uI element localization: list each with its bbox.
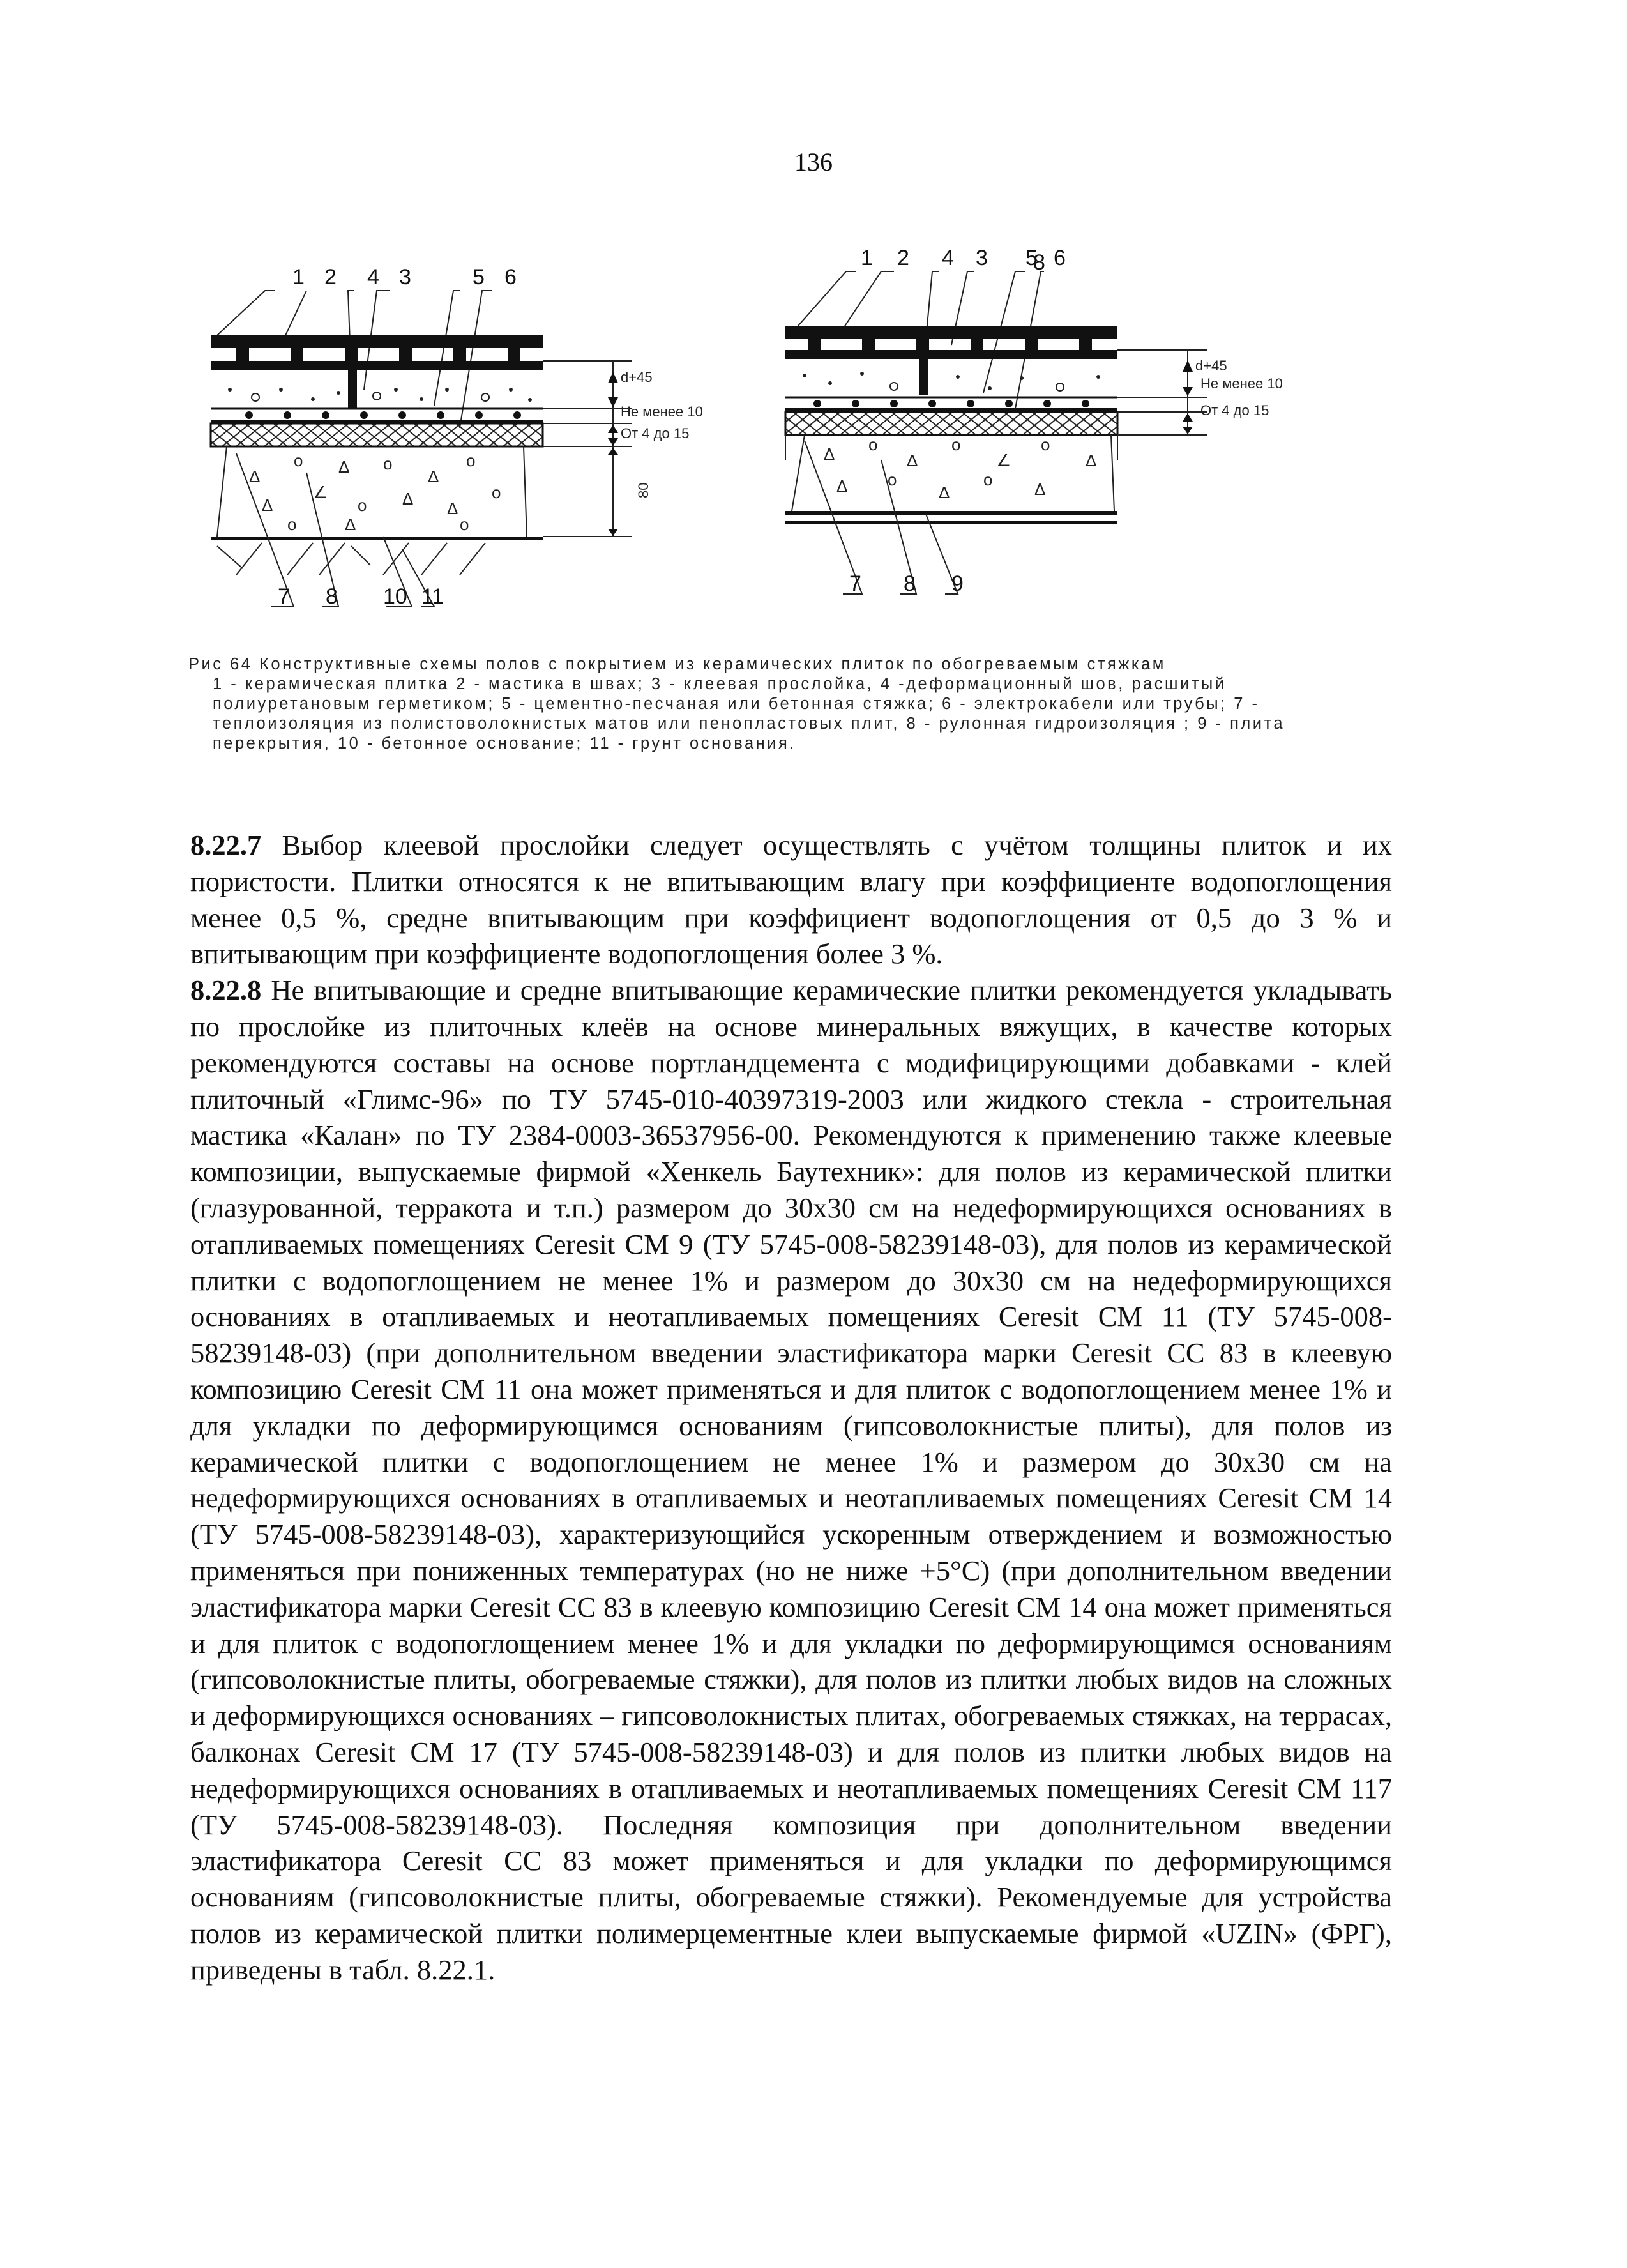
svg-text:Δ: Δ xyxy=(402,489,414,508)
caption-title: Рис 64 Конструктивные схемы полов с покрытием из керамических плиток по обогреваемым стяжкам xyxy=(188,655,1166,673)
svg-text:Δ: Δ xyxy=(447,499,458,518)
svg-text:Δ: Δ xyxy=(428,467,439,486)
svg-text:Δ: Δ xyxy=(262,496,273,515)
svg-text:o: o xyxy=(1041,435,1050,454)
svg-text:∠: ∠ xyxy=(996,451,1011,470)
right-label-2: 2 xyxy=(897,246,909,270)
right-label-5: 5 xyxy=(1025,246,1038,270)
left-label-4: 4 xyxy=(367,265,379,289)
page-number: 136 xyxy=(794,148,833,176)
svg-text:Δ: Δ xyxy=(907,451,918,470)
svg-text:o: o xyxy=(294,451,303,470)
paragraph-text: Не впитывающие и средне впитывающие керамические плитки рекомендуется укладывать по прослойке из плиточных клеёв на основе минеральных вяжущих, в качестве которых рекомендуются составы на основе портландцемента с модифицирующими добавками - клей плиточный «Глимс-96» по ТУ 5745-010-40397319-2003 или жидкого стекла - строительная мастика «Калан» по ТУ 2384-0003-36537956-00. Рекомендуются к применению также клеевые композиции, выпускаемые фирмой «Хенкель Баутехник»: для полов из керамической плитки (глазурованной, терракота и т.п.) размером до 30х30 см на недеформирующихся основаниях в отапливаемых помещениях Ceresit CM 9 (ТУ 5745-008-58239148-03), для полов из керамической плитки с водопоглощением не менее 1% и размером до 30х30 см на недеформирующихся основаниях в отапливаемых и неотапливаемых помещениях Ceresit CM 11 (ТУ 5745-008-58239148-03) (при дополнительном введении эластификатора марки Ceresit CC 83 в клеевую композицию Ceresit CM 11 она может применяться и для плиток с водопоглощением менее 1% и для укладки по деформирующимся основаниям (гипсоволокнистые плиты), для полов из керамической плитки с водопоглощением не менее 1% и размером до 30х30 см на недеформирующихся основаниях в отапливаемых и неотапливаемых помещениях Ceresit CM 14 (ТУ 5745-008-58239148-03), характеризующийся ускоренным отверждением и возможностью применяться при пониженных температурах (но не ниже +5°С) (при дополнительном введении эластификатора марки Ceresit CC 83 в клеевую композицию Ceresit CM 14 она может применяться и для плиток с водопоглощением менее 1% и для укладки по деформирующимся основаниям (гипсоволокнистые плиты, обогреваемые стяжки), для полов из плитки любых видов на сложных и деформирующихся основаниях – гипсоволокнистых плитах, обогреваемых стяжках, на террасах, балконах Ceresit CM 17 (ТУ 5745-008-58239148-03) и для полов из плитки любых видов на недеформирующихся основаниях в отапливаемых и неотапливаемых помещениях Ceresit CM 117 (ТУ 5745-008-58239148-03). Последняя композиция при дополнительном введении эластификатора Ceresit CC 83 может применяться и для укладки по деформирующимся основаниям (гипсоволокнистые плиты, обогреваемые стяжки). Рекомендуемые для устройства полов из керамической плитки полимерцементные клеи выпускаемые фирмой «UZIN» (ФРГ), приведены в табл. 8.22.1. xyxy=(190,974,1392,1986)
right-bottom-labels xyxy=(849,572,964,596)
right-label-9: 9 xyxy=(951,572,964,596)
right-dimension-labels xyxy=(1195,358,1283,418)
left-label-1: 1 xyxy=(292,265,305,289)
svg-text:Δ: Δ xyxy=(824,445,835,464)
svg-text:o: o xyxy=(287,515,297,534)
right-label-8: 8 xyxy=(904,572,916,596)
right-diagram xyxy=(785,271,1207,594)
right-label-7: 7 xyxy=(849,572,861,596)
svg-text:Δ: Δ xyxy=(939,483,950,502)
svg-text:o: o xyxy=(983,470,993,489)
section-number: 8.22.7 xyxy=(190,829,262,861)
left-label-7: 7 xyxy=(278,584,290,609)
right-dim-d45: d+45 xyxy=(1195,358,1227,374)
left-label-8: 8 xyxy=(326,584,338,609)
left-label-5: 5 xyxy=(473,265,485,289)
paragraph-text: Выбор клеевой прослойки следует осуществлять с учётом толщины плиток и их пористости. Плитки относятся к не впитывающим влагу при коэффициенте водопоглощения менее 0,5 %, средне впитывающим при коэффициент водопоглощения от 0,5 до 3 % и впитывающим при коэффициенте водопоглощения более 3 %. xyxy=(190,829,1392,970)
right-label-1: 1 xyxy=(861,246,873,270)
right-label-8-top: 8 xyxy=(1033,250,1045,275)
body-text xyxy=(190,827,1392,1988)
left-top-labels xyxy=(292,265,517,289)
left-dim-min10: Не менее 10 xyxy=(621,404,703,420)
left-dim-4to15: От 4 до 15 xyxy=(621,425,690,441)
right-dim-min10: Не менее 10 xyxy=(1200,376,1283,392)
svg-text:Δ: Δ xyxy=(1034,480,1046,499)
right-top-labels xyxy=(861,246,1066,275)
caption-legend: 1 - керамическая плитка 2 - мастика в швах; 3 - клеевая прослойка, 4 -деформационный шов, расшитый полиуретановым герметиком; 5 - цементно-песчаная или бетонная стяжка; 6 - электрокабели или трубы; 7 - теплоизоляция из полистоволокнистых матов или пенопластовых плит, 8 - рулонная гидроизоляция ; 9 - плита перекрытия, 10 - бетонное основание; 11 - грунт основания. xyxy=(213,675,1285,752)
floor-diagram xyxy=(192,230,1392,651)
right-dim-4to15: От 4 до 15 xyxy=(1200,402,1269,418)
right-label-4: 4 xyxy=(942,246,954,270)
svg-text:o: o xyxy=(888,470,897,489)
left-label-3: 3 xyxy=(399,265,411,289)
svg-text:Δ: Δ xyxy=(836,476,848,496)
svg-text:o: o xyxy=(868,435,878,454)
left-dim-d45: d+45 xyxy=(621,369,653,385)
svg-text:Δ: Δ xyxy=(345,515,356,534)
left-dimension-labels xyxy=(621,369,703,498)
svg-text:o: o xyxy=(951,435,961,454)
figure-floor-schemes xyxy=(192,230,1392,651)
svg-text:Δ: Δ xyxy=(338,457,350,476)
svg-text:o: o xyxy=(466,451,476,470)
svg-text:o: o xyxy=(358,496,367,515)
right-label-6: 6 xyxy=(1054,246,1066,270)
paragraph-8-22-8 xyxy=(190,972,1392,1988)
left-diagram xyxy=(211,291,632,607)
svg-text:∠: ∠ xyxy=(313,483,328,502)
left-label-6: 6 xyxy=(504,265,517,289)
svg-text:Δ: Δ xyxy=(1086,451,1097,470)
left-label-11: 11 xyxy=(421,584,444,609)
section-number: 8.22.8 xyxy=(190,974,262,1007)
svg-text:o: o xyxy=(492,483,501,502)
left-label-2: 2 xyxy=(324,265,337,289)
paragraph-8-22-7 xyxy=(190,827,1392,972)
figure-caption xyxy=(188,655,1306,754)
svg-text:o: o xyxy=(460,515,469,534)
right-label-3: 3 xyxy=(976,246,988,270)
left-dim-80: 80 xyxy=(635,482,651,498)
svg-text:Δ: Δ xyxy=(249,467,261,486)
left-bottom-labels xyxy=(278,584,444,609)
svg-text:o: o xyxy=(383,454,393,473)
left-label-10: 10 xyxy=(383,584,407,609)
